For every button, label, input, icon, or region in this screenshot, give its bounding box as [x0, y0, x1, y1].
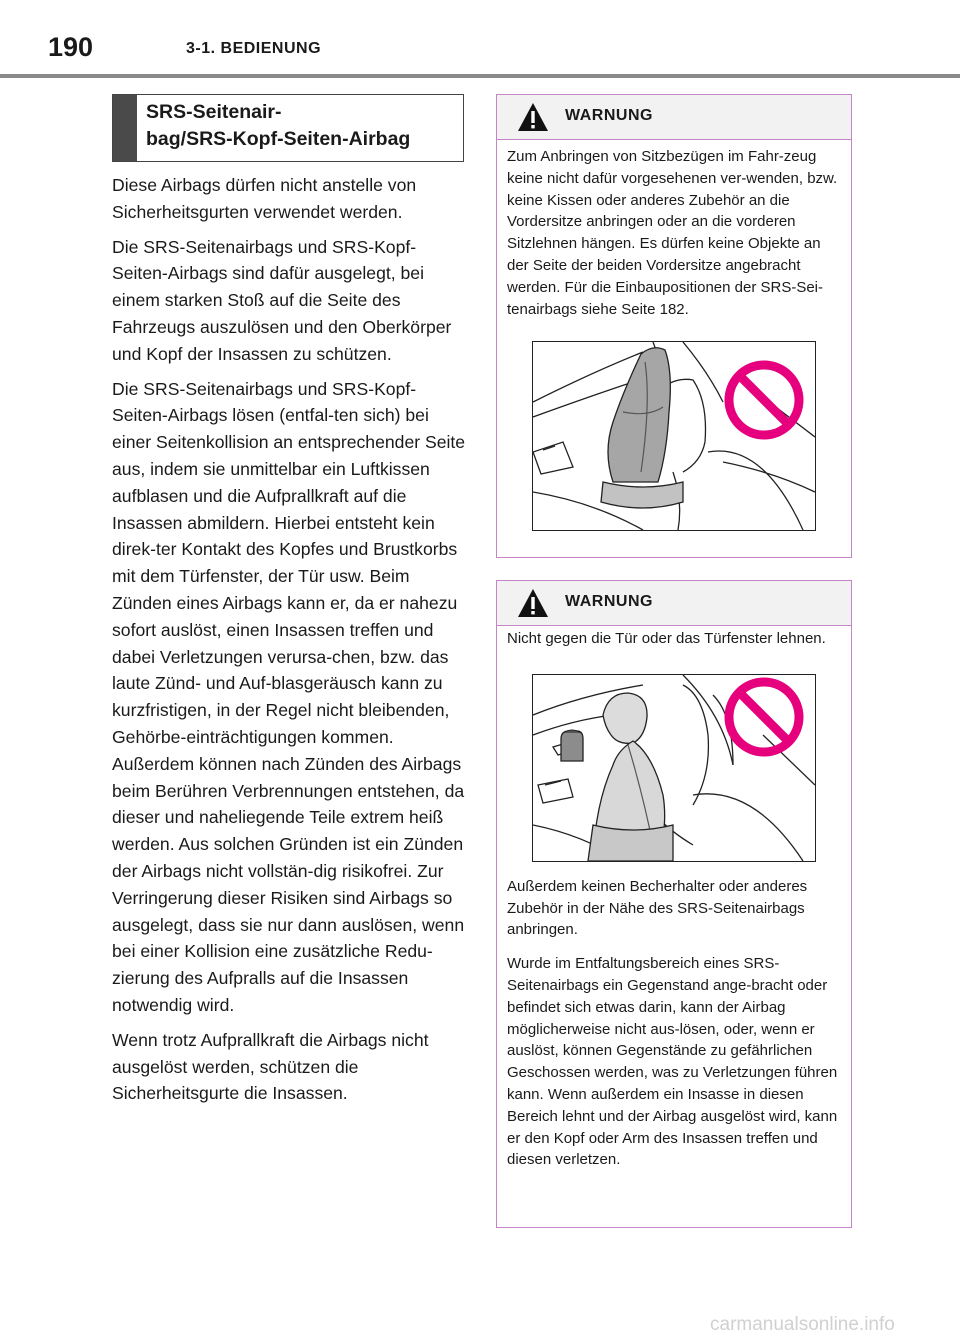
warning-text-2: Außerdem keinen Becherhalter oder anderes Zubehör in der Nähe des SRS-Seitenairbags anbringen.: [507, 877, 808, 939]
warning-text: Zum Anbringen von Sitzbezügen im Fahr-zeug keine nicht dafür vorgesehenen ver-wenden, bzw. keine Kissen oder anderes Zubehör an die Vordersitze anbringen oder an die vorderen Sitzlehnen hängen. Es dürfen keine Objekte an der Seite der beiden Vordersitze angebracht werden. Für die Einbaupositionen der SRS-Sei-tenairbags siehe Seite 182.: [507, 148, 838, 318]
warning-title: WARNUNG: [565, 107, 653, 124]
body-paragraph-4: Wenn trotz Aufprallkraft die Airbags nicht ausgelöst werden, schützen die Sicherheitsgurte die Insassen.: [112, 1029, 429, 1104]
warning-box-2: [496, 580, 852, 1228]
warning-title: WARNUNG: [565, 593, 653, 610]
warning-triangle-icon: [517, 588, 549, 618]
warning-header: [497, 581, 851, 626]
body-paragraph-1: Diese Airbags dürfen nicht anstelle von Sicherheitsgurten verwendet werden.: [112, 175, 417, 222]
body-column: [112, 172, 468, 1115]
page-number: 190: [48, 32, 94, 62]
section-title: 3-1. BEDIENUNG: [186, 40, 322, 57]
heading-box: [112, 94, 464, 162]
warning-header: [497, 95, 851, 140]
body-paragraph-2: Die SRS-Seitenairbags und SRS-Kopf-Seiten-Airbags sind dafür ausgelegt, bei einem starken Stoß auf die Seite des Fahrzeugs auszulösen und den Oberkörper und Kopf der Insassen zu schützen.: [112, 236, 452, 364]
seat-cover-illustration: [532, 341, 816, 531]
watermark: carmanualsonline.info: [710, 1314, 895, 1335]
heading-line-1: SRS-Seitenair-: [146, 101, 282, 123]
warning-box-1: [496, 94, 852, 558]
heading-text: [146, 99, 456, 153]
body-paragraph-3: Die SRS-Seitenairbags und SRS-Kopf-Seiten-Airbags lösen (entfal-ten sich) bei einer Seitenkollision an entsprechender Seite aus, indem sie unmittelbar ein Luftkissen aufblasen und die Aufprallkraft auf die Insassen abmildern. Hierbei entsteht kein direk-ter Kontakt des Kopfes und Brustkorbs mit dem Türfenster, der Tür usw. Beim Zünden eines Airbags kann er, da er nahezu sofort auslöst, einen Insassen treffen und dabei Verletzungen verursa-chen, bzw. das laute Zünd- und Auf-blasgeräusch kann zu kurzfristigen, in der Regel nicht bleibenden, Gehörbe-einträchtigungen kommen. Außerdem können nach Zünden des Airbags beim Berühren Verbrennungen entstehen, da dieser und naheliegende Teile extrem heiß werden. Aus solchen Gründen ist ein Zünden der Airbags nicht vollstän-dig risikofrei. Zur Verringerung dieser Risiken sind Airbags so ausgelegt, dass sie nur dann auslösen, wenn bei einer Kollision eine zusätzliche Redu-zierung des Aufpralls auf die Insassen notwendig wird.: [112, 378, 466, 1015]
heading-bar: [113, 95, 137, 161]
heading-line-2: bag/SRS-Kopf-Seiten-Airbag: [146, 128, 411, 150]
leaning-occupant-illustration: [532, 674, 816, 862]
warning-text-3: Wurde im Entfaltungsbereich eines SRS-Seitenairbags ein Gegenstand ange-bracht oder befindet sich etwas darin, kann der Airbag möglicherweise nicht aus-lösen, oder, wenn er auslöst, können Gegenstände zu gefährlichen Geschossen werden, was zu Verletzungen führen kann. Wenn außerdem ein Insasse in diesen Bereich lehnt und der Airbag ausgelöst wird, kann er den Kopf oder Arm des Insassen treffen und diesen verletzen.: [507, 955, 838, 1169]
header-rule: [0, 74, 960, 78]
warning-text-1: Nicht gegen die Tür oder das Türfenster lehnen.: [507, 630, 826, 647]
warning-triangle-icon: [517, 102, 549, 132]
